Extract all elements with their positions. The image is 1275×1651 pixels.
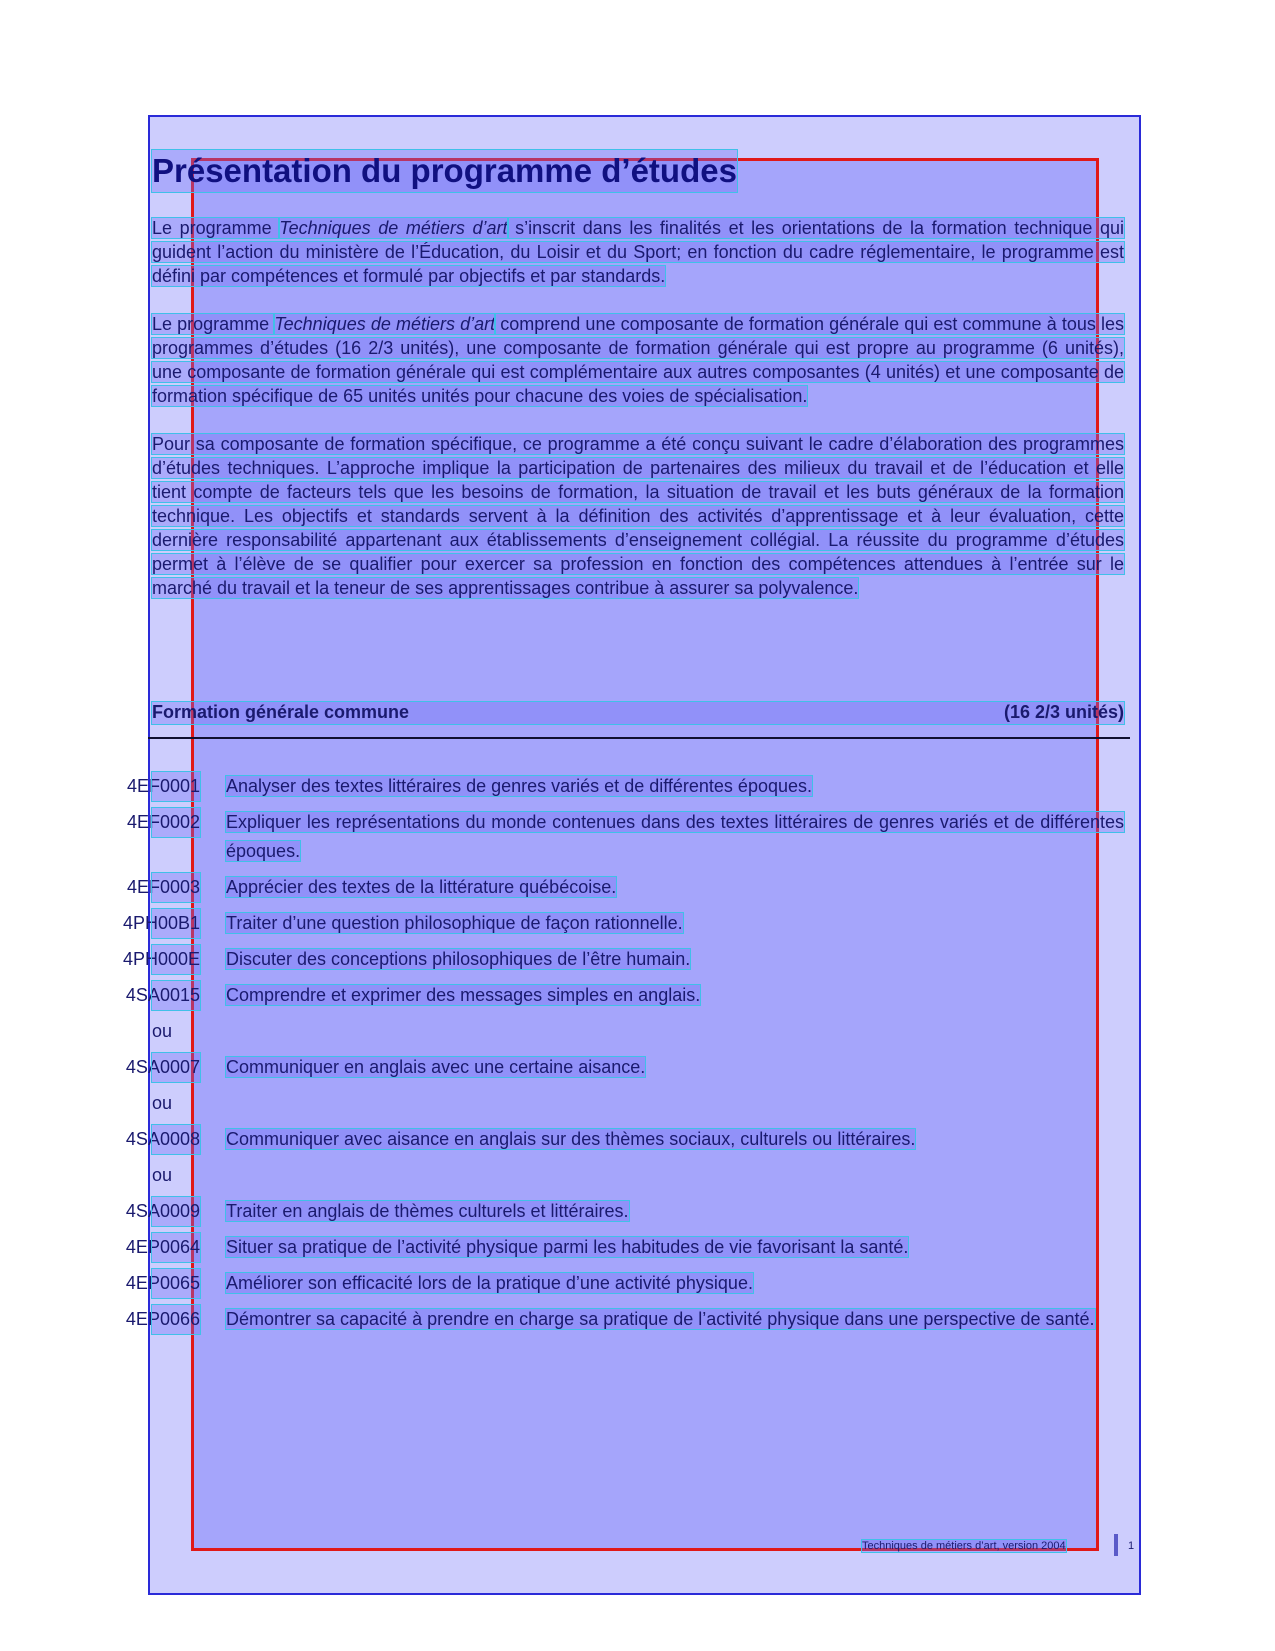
page-title: Présentation du programme d’études — [152, 150, 737, 192]
document-body — [122, 150, 1124, 1329]
paragraph-2 — [152, 312, 1124, 408]
course-item — [125, 1125, 1124, 1154]
course-title: Démontrer sa capacité à prendre en charge sa pratique de l’activité physique dans une perspective de santé. — [226, 1309, 1095, 1329]
course-code: 4PH000E — [152, 945, 200, 974]
paragraph-3 — [152, 432, 1124, 600]
course-item — [125, 1233, 1124, 1262]
course-code: 4SA0009 — [152, 1197, 200, 1226]
course-code: 4EF0001 — [152, 772, 200, 801]
paragraph-1-text-a: Le programme — [152, 218, 280, 238]
course-code: 4EP0066 — [152, 1305, 200, 1334]
or-separator: ou — [152, 1165, 173, 1185]
course-item — [125, 1269, 1124, 1298]
section-header — [152, 702, 1124, 724]
course-title: Communiquer avec aisance en anglais sur des thèmes sociaux, culturels ou littéraires. — [226, 1129, 916, 1149]
course-code: 4SA0008 — [152, 1125, 200, 1154]
course-code: 4EP0064 — [152, 1233, 200, 1262]
course-item — [125, 1305, 1124, 1334]
course-item — [126, 772, 1124, 801]
page-number: 1 — [1128, 1540, 1135, 1552]
course-list — [122, 772, 1124, 1341]
paragraph-2-text-b: comprend une composante de formation générale qui est commune à tous les programmes d’études (16 2/3 unités), une composante de formation générale qui est propre au programme (6 unités), une composante de formation générale qui est complémentaire aux autres composantes (4 unités) et une composante de formation spécifique de 65 unités unités pour chacune des voies de spécialisation. — [152, 314, 1124, 406]
course-code: 4PH00B1 — [152, 909, 200, 938]
course-title: Traiter d’une question philosophique de façon rationnelle. — [226, 913, 683, 933]
course-code: 4EF0003 — [152, 873, 200, 902]
course-item — [122, 909, 1124, 938]
section-units: (16 2/3 unités) — [1003, 702, 1124, 722]
course-item — [125, 981, 1124, 1010]
course-item — [126, 808, 1124, 866]
course-title: Analyser des textes littéraires de genres variés et de différentes époques. — [226, 776, 813, 796]
paragraph-3-text: Pour sa composante de formation spécifique, ce programme a été conçu suivant le cadre d’élaboration des programmes d’études techniques. L’approche implique la participation de partenaires des milieux du travail et de l’éducation et elle tient compte de facteurs tels que les besoins de formation, la situation de travail et les buts généraux de la formation technique. Les objectifs et standards servent à la définition des activités d’apprentissage et à leur évaluation, cette dernière responsabilité appartenant aux établissements d’enseignement collégial. La réussite du programme d’études permet à l’élève de se qualifier pour exercer sa profession en fonction des compétences attendues à l’entrée sur le marché du travail et la teneur de ses apprentissages contribue à assurer sa polyvalence. — [152, 434, 1124, 598]
or-separator: ou — [152, 1021, 173, 1041]
course-item — [125, 1053, 1124, 1082]
course-title: Situer sa pratique de l’activité physique parmi les habitudes de vie favorisant la santé. — [226, 1237, 909, 1257]
course-code: 4EF0002 — [152, 808, 200, 837]
course-item — [126, 873, 1124, 902]
page-marker — [1114, 1534, 1118, 1556]
section-title: Formation générale commune — [152, 702, 410, 722]
course-title: Traiter en anglais de thèmes culturels et littéraires. — [226, 1201, 629, 1221]
footer-text: Techniques de métiers d’art, version 2004 — [862, 1540, 1066, 1552]
course-title: Communiquer en anglais avec une certaine aisance. — [226, 1057, 646, 1077]
course-title: Améliorer son efficacité lors de la pratique d’une activité physique. — [226, 1273, 753, 1293]
or-separator: ou — [152, 1093, 173, 1113]
program-name: Techniques de métiers d’art — [279, 218, 508, 238]
course-code: 4SA0007 — [152, 1053, 200, 1082]
course-title: Apprécier des textes de la littérature québécoise. — [226, 877, 617, 897]
course-title: Expliquer les représentations du monde contenues dans des textes littéraires de genres variés et de différentes époques. — [226, 812, 1124, 861]
paragraph-2-text-a: Le programme — [152, 314, 275, 334]
course-item — [122, 945, 1124, 974]
course-code: 4SA0015 — [152, 981, 200, 1010]
section-divider — [148, 737, 1130, 739]
paragraph-1 — [152, 216, 1124, 288]
course-title: Comprendre et exprimer des messages simples en anglais. — [226, 985, 701, 1005]
course-title: Discuter des conceptions philosophiques de l’être humain. — [226, 949, 691, 969]
course-code: 4EP0065 — [152, 1269, 200, 1298]
paragraph-1-text-b: s’inscrit dans les finalités et les orientations de la formation technique qui guident l’action du ministère de l’Éducation, du Loisir et du Sport; en fonction du cadre réglementaire, le programme est défini par compétences et formulé par objectifs et par standards. — [152, 218, 1124, 286]
course-item — [125, 1197, 1124, 1226]
program-name: Techniques de métiers d’art — [274, 314, 496, 334]
